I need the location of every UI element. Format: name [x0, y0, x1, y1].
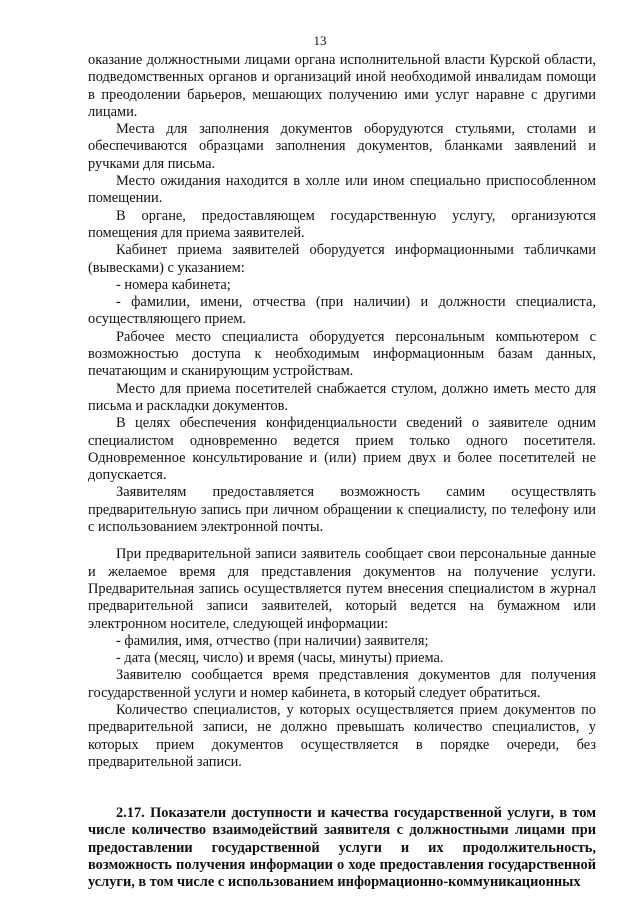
paragraph: Заявителю сообщается время представления документов для получения государственной услуги и номер кабинета, в который следует обратиться.	[88, 667, 596, 701]
paragraph-continuation: оказание должностными лицами органа исполнительной власти Курской области, подведомственных органов и организаций иной необходимой инвалидам помощи в преодолении барьеров, мешающих получению ими услуг наравне с другими лицами.	[88, 52, 596, 120]
paragraph: Рабочее место специалиста оборудуется персональным компьютером с возможностью доступа к необходимым информационным базам данных, печатающим и сканирующим устройствам.	[88, 328, 596, 380]
paragraph: При предварительной записи заявитель сообщает свои персональные данные и желаемое время для представления документов на получение услуги. Предварительная запись осуществляется путем внесения специалистом в журнал предварительной записи заявителей, который ведется на бумажном или электронном носителе, следующей информации:	[88, 546, 596, 632]
paragraph: В целях обеспечения конфиденциальности сведений о заявителе одним специалистом одновременно ведется прием только одного посетителя. Одновременное консультирование и (или) прием двух и более посетителей не допускается.	[88, 415, 596, 484]
list-item: - дата (месяц, число) и время (часы, минуты) приема.	[116, 650, 444, 667]
document-body	[88, 52, 596, 771]
list-item: - номера кабинета;	[116, 276, 231, 293]
paragraph: Кабинет приема заявителей оборудуется информационными табличками (вывесками) с указанием:	[88, 242, 596, 276]
section-heading: 2.17. Показатели доступности и качества государственной услуги, в том числе количество взаимодействий заявителя с должностными лицами при предоставлении государственной услуги и их продолжительность, возможность получения информации о ходе предоставления государственной услуги, в том числе с использованием информационно-коммуникационных	[88, 805, 596, 891]
list-item: - фамилия, имя, отчество (при наличии) заявителя;	[116, 632, 429, 649]
paragraph: Заявителям предоставляется возможность самим осуществлять предварительную запись при личном обращении к специалисту, по телефону или с использованием электронной почты.	[88, 484, 596, 536]
paragraph: В органе, предоставляющем государственную услугу, организуются помещения для приема заявителей.	[88, 207, 596, 241]
page-number: 13	[313, 33, 327, 48]
list-item: - фамилии, имени, отчества (при наличии) и должности специалиста, осуществляющего прием.	[88, 294, 596, 328]
paragraph: Места для заполнения документов оборудуются стульями, столами и обеспечиваются образцами заполнения документов, бланками заявлений и ручками для письма.	[88, 121, 596, 172]
paragraph: Место для приема посетителей снабжается стулом, должно иметь место для письма и раскладки документов.	[88, 380, 596, 414]
paragraph: Количество специалистов, у которых осуществляется прием документов по предварительной записи, не должно превышать количество специалистов, у которых прием документов осуществляется в порядке очереди, без предварительной записи.	[88, 701, 596, 770]
paragraph: Место ожидания находится в холле или ином специально приспособленном помещении.	[88, 173, 596, 207]
